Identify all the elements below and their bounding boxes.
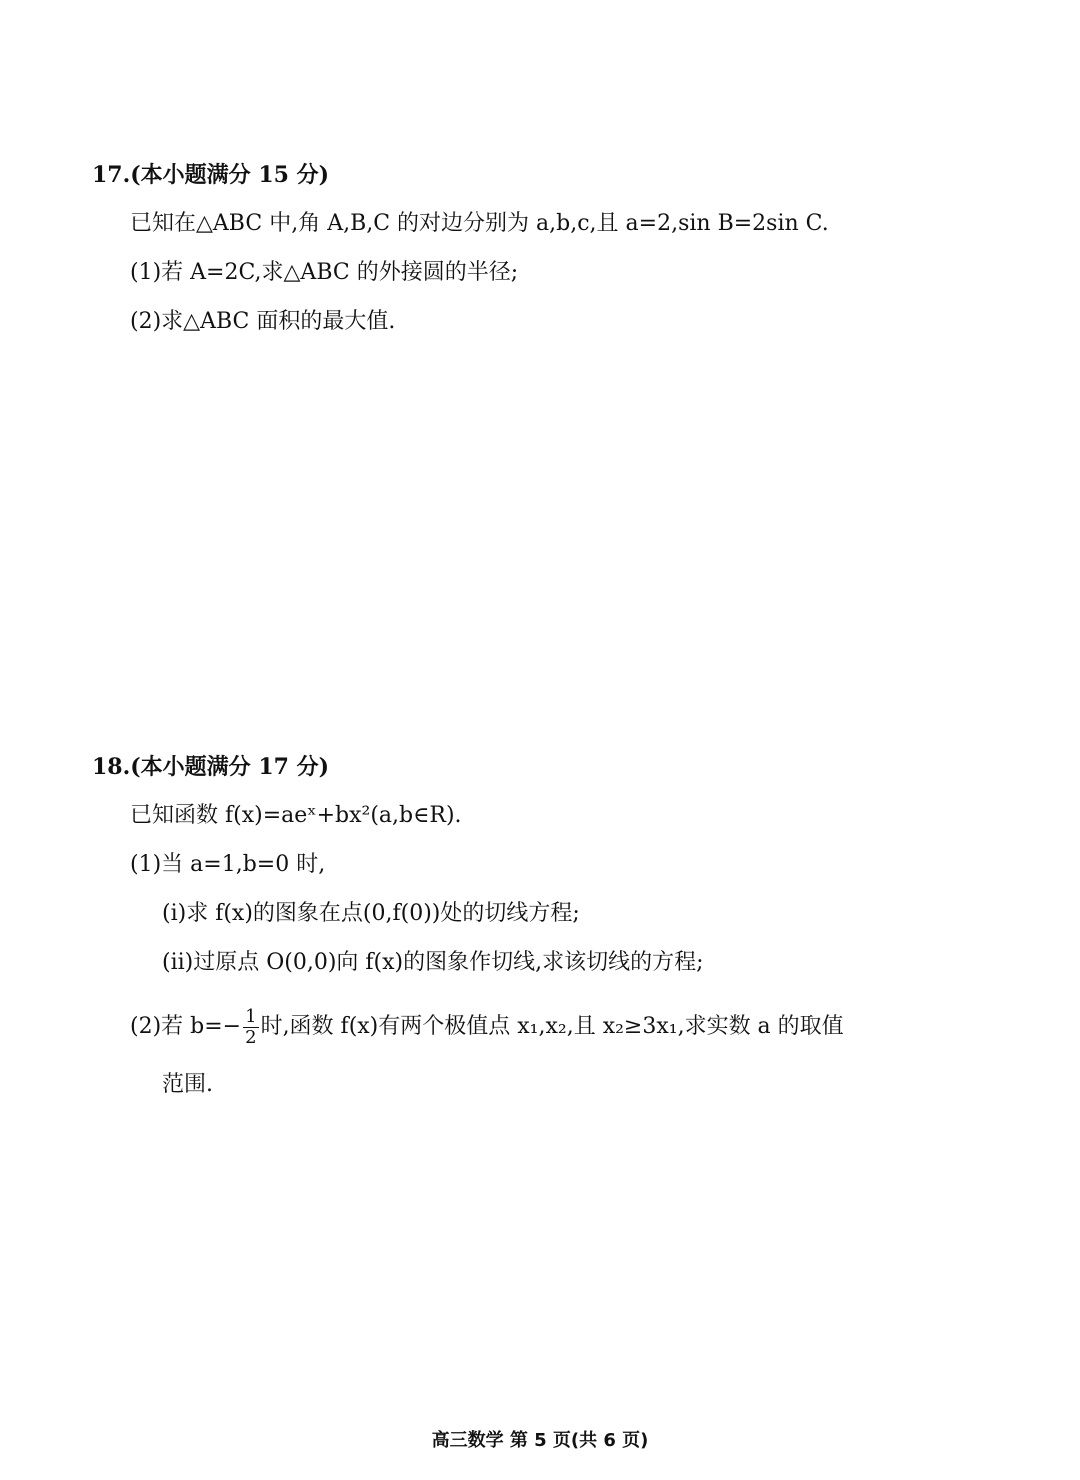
q17-part1: (1)若 A=2C,求△ABC 的外接圆的半径; [130, 260, 519, 285]
q18-sub2: (ⅱ)过原点 O(0,0)向 f(x)的图象作切线,求该切线的方程; [162, 950, 704, 975]
q18-part1: (1)当 a=1,b=0 时, [130, 852, 326, 877]
q17-part2: (2)求△ABC 面积的最大值. [130, 309, 396, 334]
q18-part2-continuation: 范围. [162, 1072, 213, 1097]
fraction-one-half [243, 1007, 258, 1048]
q17-title: 17.(本小题满分 15 分) [92, 162, 330, 188]
q18-sub1: (ⅰ)求 f(x)的图象在点(0,f(0))处的切线方程; [162, 901, 580, 926]
fraction-denominator: 2 [245, 1026, 257, 1048]
q18-stem: 已知函数 f(x)=aeˣ+bx²(a,b∈R). [130, 803, 462, 828]
fraction-numerator: 1 [245, 1005, 257, 1027]
q18-part2 [130, 1005, 844, 1049]
page-footer: 高三数学 第 5 页(共 6 页) [431, 1430, 649, 1451]
q18-title: 18.(本小题满分 17 分) [92, 754, 330, 780]
q17-stem: 已知在△ABC 中,角 A,B,C 的对边分别为 a,b,c,且 a=2,sin B=2sin C. [130, 211, 829, 236]
q18-part2-suffix: 时,函数 f(x)有两个极值点 x₁,x₂,且 x₂≥3x₁,求实数 a 的取值 [260, 1014, 844, 1039]
q18-part2-prefix: (2)若 b=− [130, 1014, 242, 1039]
